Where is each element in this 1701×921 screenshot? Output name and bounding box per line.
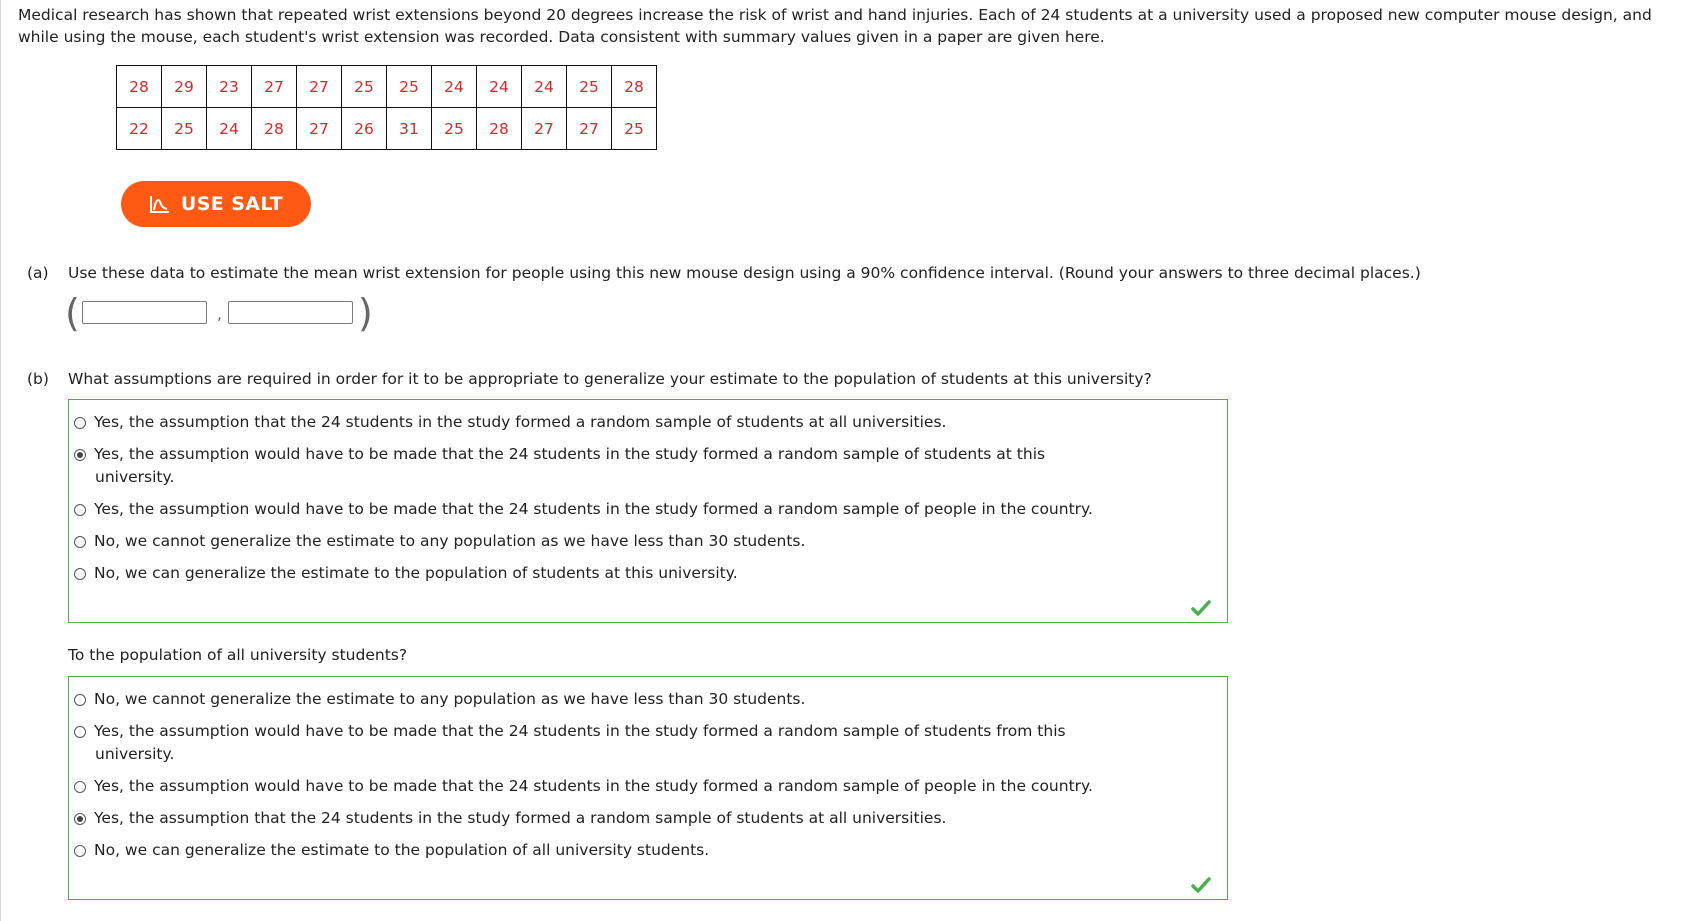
use-salt-button[interactable]: [121, 181, 311, 227]
comma-separator: ,: [217, 305, 222, 323]
use-salt-label: USE SALT: [180, 193, 284, 215]
part-b2-options-box: [68, 676, 1228, 900]
option-label-line: university.: [95, 745, 175, 763]
option-label-line: No, we cannot generalize the estimate to any population as we have less than 30 students.: [94, 532, 806, 550]
option-label: [94, 443, 1045, 489]
data-cell: 25: [612, 108, 657, 150]
option-label: [94, 411, 946, 434]
part-b-question: What assumptions are required in order for it to be appropriate to generalize your estimate to the population of students at this university?: [68, 370, 1152, 388]
option-label-line: No, we cannot generalize the estimate to any population as we have less than 30 students.: [94, 690, 806, 708]
data-cell: 25: [432, 108, 477, 150]
radio-selected-icon[interactable]: [74, 813, 86, 825]
data-cell: 29: [162, 66, 207, 108]
option-label-line: No, we can generalize the estimate to the population of all university students.: [94, 841, 710, 859]
part-b-options-box: [68, 399, 1228, 623]
radio-icon[interactable]: [74, 845, 86, 857]
radio-icon[interactable]: [74, 504, 86, 516]
data-cell: 24: [207, 108, 252, 150]
part-b-option-2[interactable]: [74, 446, 1194, 489]
radio-icon[interactable]: [74, 781, 86, 793]
open-paren: (: [65, 291, 80, 335]
option-label: [94, 688, 805, 711]
radio-icon[interactable]: [74, 726, 86, 738]
left-border: [0, 0, 1, 921]
data-cell: 27: [297, 66, 342, 108]
option-label: [94, 562, 738, 585]
data-cell: 27: [522, 108, 567, 150]
data-cell: 25: [342, 66, 387, 108]
problem-intro: Medical research has shown that repeated wrist extensions beyond 20 degrees increase the risk of wrist and hand injuries. Each of 24 students at a university used a proposed new computer mouse design, and while using the mouse, each student's wrist extension was recorded. Data consistent with summary values given in a paper are given here.: [18, 6, 1652, 46]
option-label-line: Yes, the assumption would have to be made that the 24 students in the study formed a random sample of people in the country.: [94, 777, 1093, 795]
data-table-row: [117, 108, 657, 150]
data-cell: 24: [432, 66, 477, 108]
option-label-line: Yes, the assumption would have to be made that the 24 students in the study formed a random sample of people in the country.: [94, 500, 1093, 518]
part-b2-option-3[interactable]: [74, 778, 1194, 798]
option-label-line: Yes, the assumption that the 24 students in the study formed a random sample of students at all universities.: [94, 809, 947, 827]
data-cell: 31: [387, 108, 432, 150]
option-label: [94, 720, 1066, 766]
data-cell: 25: [387, 66, 432, 108]
radio-icon[interactable]: [74, 536, 86, 548]
part-b2-option-5[interactable]: [74, 842, 1194, 862]
option-label-line: No, we can generalize the estimate to the population of students at this university.: [94, 564, 738, 582]
data-cell: 24: [522, 66, 567, 108]
data-cell: 26: [342, 108, 387, 150]
data-cell: 28: [252, 108, 297, 150]
close-paren: ): [358, 291, 373, 335]
option-label: [94, 775, 1093, 798]
part-a-question: Use these data to estimate the mean wrist extension for people using this new mouse design using a 90% confidence interval. (Round your answers to three decimal places.): [68, 264, 1421, 282]
option-label-line: university.: [95, 468, 175, 486]
salt-chart-icon: [149, 194, 171, 214]
part-b-option-5[interactable]: [74, 565, 1194, 585]
data-cell: 22: [117, 108, 162, 150]
checkmark-icon: [1191, 600, 1211, 616]
option-label: [94, 498, 1093, 521]
data-table: [116, 65, 657, 150]
data-cell: 25: [162, 108, 207, 150]
option-label-line: Yes, the assumption would have to be made that the 24 students in the study formed a random sample of students from this: [94, 722, 1066, 740]
data-cell: 27: [297, 108, 342, 150]
option-label: [94, 807, 946, 830]
data-cell: 27: [252, 66, 297, 108]
radio-icon[interactable]: [74, 568, 86, 580]
radio-selected-icon[interactable]: [74, 449, 86, 461]
option-label: [94, 839, 709, 862]
part-b2-option-2[interactable]: [74, 723, 1194, 766]
data-cell: 25: [567, 66, 612, 108]
data-cell: 24: [477, 66, 522, 108]
data-cell: 27: [567, 108, 612, 150]
ci-lower-input[interactable]: [82, 301, 207, 324]
data-cell: 28: [612, 66, 657, 108]
ci-upper-input[interactable]: [228, 301, 353, 324]
data-table-row: [117, 66, 657, 108]
part-b2-option-4[interactable]: [74, 810, 1194, 830]
option-label-line: Yes, the assumption that the 24 students in the study formed a random sample of students at all universities.: [94, 413, 947, 431]
part-a-label: (a): [27, 264, 49, 282]
part-b-option-3[interactable]: [74, 501, 1194, 521]
option-label-line: Yes, the assumption would have to be made that the 24 students in the study formed a random sample of students at this: [94, 445, 1046, 463]
part-b-option-1[interactable]: [74, 414, 1194, 434]
radio-icon[interactable]: [74, 417, 86, 429]
part-b-option-4[interactable]: [74, 533, 1194, 553]
part-b-label: (b): [27, 370, 49, 388]
data-cell: 28: [117, 66, 162, 108]
checkmark-icon: [1191, 877, 1211, 893]
part-b2-question: To the population of all university students?: [68, 646, 408, 664]
data-cell: 23: [207, 66, 252, 108]
data-cell: 28: [477, 108, 522, 150]
part-b2-option-1[interactable]: [74, 691, 1194, 711]
radio-icon[interactable]: [74, 694, 86, 706]
option-label: [94, 530, 805, 553]
